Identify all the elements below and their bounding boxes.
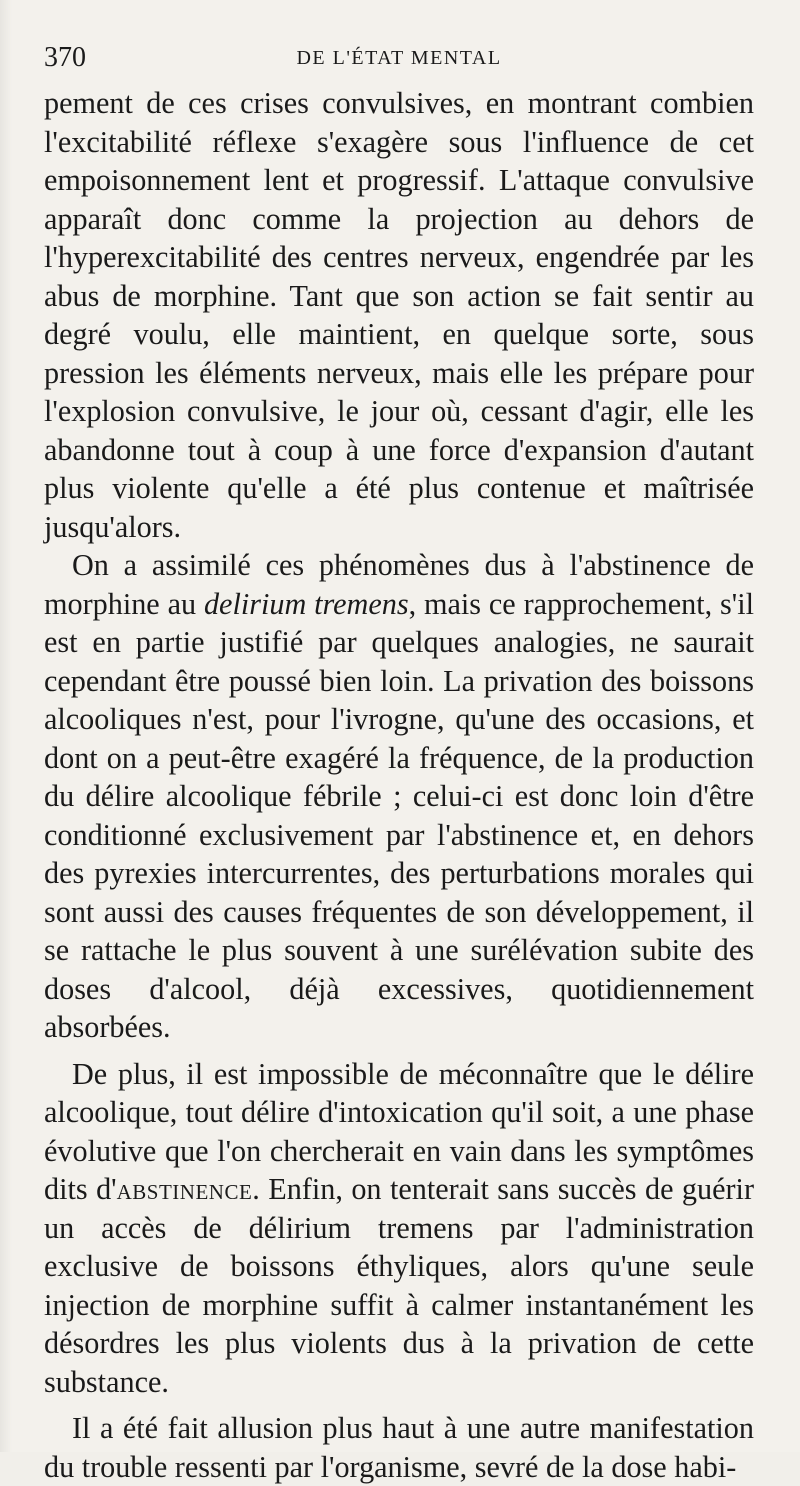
paragraph-3-small-caps: abstinence (116, 1172, 253, 1206)
body-text (44, 84, 754, 1486)
paragraph-3-part-2: . Enfin, on tenterait sans succès de guérir un accès de délirium tremens par l'administration exclusive de boissons éthyliques, alors qu'une seule injection de morphine suffit à calmer instantanément les désordres les plus violents dus à la privation de cette substance. (44, 1172, 754, 1399)
paragraph-2-emphasis: delirium tremens (203, 586, 409, 621)
paragraph-2-part-2: , mais ce rapprochement, s'il est en partie justifié par quelques analogies, ne saurait cependant être poussé bien loin. La privation des boissons alcooliques n'est, pour l'ivrogne, qu'une des occasions, et dont on a peut-être exagéré la fréquence, de la production du délire alcoolique fébrile ; celui-ci est donc loin d'être conditionné exclusivement par l'abstinence et, en dehors des pyrexies intercurrentes, des perturbations morales qui sont aussi des causes fréquentes de son développement, il se rattache le plus souvent à une surélévation subite des doses d'alcool, déjà excessives, quotidiennement absorbées. (44, 586, 755, 1044)
paragraph-3-part-1: De plus, il est impossible de méconnaître que le délire alcoolique, tout délire d'intoxication qu'il soit, a une phase évolutive que l'on chercherait en vain dans les symptômes dits d' (44, 1056, 754, 1206)
running-title: DE L'ÉTAT MENTAL (296, 47, 502, 69)
paragraph-2 (44, 546, 754, 1047)
paragraph-1: pement de ces crises convulsives, en montrant combien l'excitabilité réflexe s'exagère sous l'influence de cet empoisonnement lent et progressif. L'attaque convulsive apparaît donc comme la projection au dehors de l'hyperexcitabilité des centres nerveux, engendrée par les abus de morphine. Tant que son action se fait sentir au degré voulu, elle maintient, en quelque sorte, sous pression les éléments nerveux, mais elle les prépare pour l'explosion convulsive, le jour où, cessant d'agir, elle les abandonne tout à coup à une force d'expansion d'autant plus violente qu'elle a été plus contenue et maîtrisée jusqu'alors. (44, 86, 754, 544)
page-number: 370 (44, 42, 86, 73)
running-head (44, 34, 754, 84)
paragraph-3 (44, 1055, 754, 1402)
paragraph-4: Il a été fait allusion plus haut à une autre manifestation du trouble ressenti par l'organisme, sevré de la dose habi- (44, 1411, 754, 1484)
paragraph-2-part-1: On a assimilé ces phénomènes dus à l'abstinence de morphine au (44, 548, 754, 621)
